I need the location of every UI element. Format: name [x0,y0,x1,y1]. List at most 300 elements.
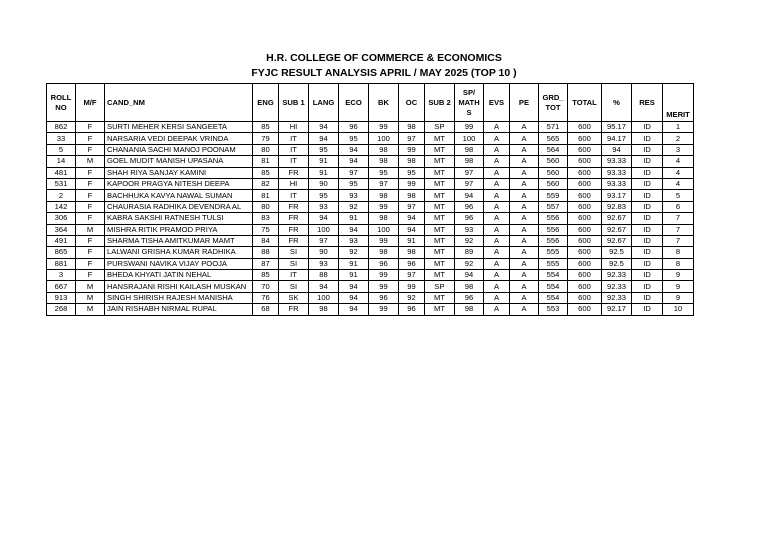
cell-sub1: SI [279,258,309,269]
header-gender: M/F [76,84,105,122]
cell-total: 600 [568,292,602,303]
header-row [47,84,694,122]
table-row [47,190,694,201]
cell-roll-no: 306 [47,213,76,224]
cell-sp-maths: 96 [455,213,484,224]
cell-eng: 80 [253,144,279,155]
cell-bk: 99 [369,270,399,281]
cell-sub2: MT [425,144,455,155]
table-row [47,201,694,212]
cell-total: 600 [568,178,602,189]
cell-eng: 87 [253,258,279,269]
cell-evs: A [484,258,510,269]
cell-merit: 3 [663,144,694,155]
cell-candidate-name: SHAH RIYA SANJAY KAMINI [105,167,253,178]
table-row [47,292,694,303]
cell-merit: 9 [663,281,694,292]
cell-roll-no: 2 [47,190,76,201]
cell-pe: A [510,156,539,167]
cell-oc: 98 [399,156,425,167]
table-row [47,213,694,224]
cell-sp-maths: 98 [455,144,484,155]
cell-candidate-name: MISHRA RITIK PRAMOD PRIYA [105,224,253,235]
cell-sp-maths: 99 [455,122,484,133]
cell-bk: 97 [369,178,399,189]
cell-result: ID [632,258,663,269]
cell-roll-no: 142 [47,201,76,212]
cell-oc: 97 [399,201,425,212]
cell-result: ID [632,213,663,224]
cell-gender: F [76,201,105,212]
cell-sp-maths: 94 [455,190,484,201]
cell-oc: 96 [399,304,425,315]
cell-gender: M [76,281,105,292]
cell-lang: 94 [309,133,339,144]
cell-bk: 98 [369,247,399,258]
cell-lang: 91 [309,167,339,178]
cell-candidate-name: KAPOOR PRAGYA NITESH DEEPA [105,178,253,189]
cell-gender: F [76,167,105,178]
report-title: FYJC RESULT ANALYSIS APRIL / MAY 2025 (TOP 10 ) [251,67,517,79]
cell-evs: A [484,224,510,235]
cell-sub2: MT [425,190,455,201]
table-row [47,122,694,133]
cell-percent: 93.33 [602,167,632,178]
cell-evs: A [484,178,510,189]
cell-result: ID [632,304,663,315]
cell-bk: 99 [369,304,399,315]
cell-candidate-name: HANSRAJANI RISHI KAILASH MUSKAN [105,281,253,292]
cell-eng: 83 [253,213,279,224]
cell-oc: 97 [399,133,425,144]
cell-result: ID [632,270,663,281]
cell-eco: 94 [339,224,369,235]
cell-sub2: MT [425,178,455,189]
cell-pe: A [510,224,539,235]
cell-evs: A [484,281,510,292]
cell-result: ID [632,224,663,235]
cell-merit: 1 [663,122,694,133]
cell-eco: 94 [339,281,369,292]
cell-percent: 92.67 [602,213,632,224]
cell-grd-tot: 556 [539,224,568,235]
cell-candidate-name: BHEDA KHYATI JATIN NEHAL [105,270,253,281]
cell-eco: 92 [339,201,369,212]
cell-percent: 92.17 [602,304,632,315]
cell-lang: 91 [309,156,339,167]
cell-pe: A [510,167,539,178]
cell-total: 600 [568,144,602,155]
cell-percent: 94 [602,144,632,155]
cell-eco: 94 [339,156,369,167]
cell-lang: 97 [309,235,339,246]
cell-eng: 79 [253,133,279,144]
cell-sub1: FR [279,213,309,224]
table-row [47,247,694,258]
cell-total: 600 [568,281,602,292]
cell-sp-maths: 92 [455,258,484,269]
cell-grd-tot: 559 [539,190,568,201]
cell-sub1: FR [279,224,309,235]
table-row [47,156,694,167]
cell-gender: F [76,122,105,133]
cell-percent: 92.67 [602,224,632,235]
cell-roll-no: 268 [47,304,76,315]
cell-evs: A [484,247,510,258]
cell-percent: 92.33 [602,281,632,292]
cell-total: 600 [568,122,602,133]
cell-grd-tot: 564 [539,144,568,155]
cell-bk: 100 [369,133,399,144]
cell-bk: 100 [369,224,399,235]
cell-eng: 85 [253,167,279,178]
table-row [47,304,694,315]
cell-oc: 97 [399,270,425,281]
table-row [47,167,694,178]
cell-grd-tot: 556 [539,235,568,246]
cell-gender: F [76,133,105,144]
table-row [47,224,694,235]
cell-evs: A [484,213,510,224]
cell-pe: A [510,201,539,212]
cell-evs: A [484,156,510,167]
cell-total: 600 [568,258,602,269]
cell-merit: 7 [663,235,694,246]
cell-grd-tot: 565 [539,133,568,144]
cell-grd-tot: 555 [539,258,568,269]
header-evs: EVS [484,84,510,122]
cell-oc: 92 [399,292,425,303]
cell-gender: F [76,247,105,258]
cell-eco: 95 [339,133,369,144]
header-result: RES [632,84,663,122]
cell-percent: 95.17 [602,122,632,133]
cell-gender: M [76,304,105,315]
cell-eng: 85 [253,270,279,281]
cell-sub2: MT [425,213,455,224]
cell-eng: 81 [253,190,279,201]
cell-pe: A [510,144,539,155]
cell-sub1: FR [279,304,309,315]
cell-lang: 88 [309,270,339,281]
cell-oc: 95 [399,167,425,178]
cell-percent: 92.33 [602,270,632,281]
cell-eng: 76 [253,292,279,303]
cell-eco: 92 [339,247,369,258]
cell-pe: A [510,292,539,303]
cell-grd-tot: 555 [539,247,568,258]
cell-candidate-name: CHAURASIA RADHIKA DEVENDRA AL [105,201,253,212]
table-row [47,133,694,144]
cell-lang: 90 [309,178,339,189]
cell-pe: A [510,235,539,246]
cell-evs: A [484,144,510,155]
cell-pe: A [510,304,539,315]
cell-sp-maths: 96 [455,201,484,212]
cell-roll-no: 491 [47,235,76,246]
cell-result: ID [632,292,663,303]
cell-eng: 81 [253,156,279,167]
table-row [47,178,694,189]
cell-lang: 93 [309,258,339,269]
cell-sub2: MT [425,258,455,269]
cell-total: 600 [568,247,602,258]
cell-sub1: HI [279,122,309,133]
cell-sub2: MT [425,304,455,315]
cell-gender: F [76,190,105,201]
cell-candidate-name: SHARMA TISHA AMITKUMAR MAMT [105,235,253,246]
cell-pe: A [510,178,539,189]
cell-candidate-name: LALWANI GRISHA KUMAR RADHIKA [105,247,253,258]
cell-grd-tot: 557 [539,201,568,212]
cell-sub2: SP [425,281,455,292]
cell-result: ID [632,156,663,167]
cell-percent: 93.33 [602,178,632,189]
cell-roll-no: 3 [47,270,76,281]
cell-sp-maths: 98 [455,304,484,315]
cell-evs: A [484,190,510,201]
cell-eco: 91 [339,213,369,224]
header-sp-maths: SP/ MATH S [455,84,484,122]
header-oc: OC [399,84,425,122]
cell-sp-maths: 94 [455,270,484,281]
cell-candidate-name: SURTI MEHER KERSI SANGEETA [105,122,253,133]
cell-total: 600 [568,235,602,246]
header-percent: % [602,84,632,122]
cell-sub1: IT [279,144,309,155]
cell-roll-no: 481 [47,167,76,178]
cell-candidate-name: BACHHUKA KAVYA NAWAL SUMAN [105,190,253,201]
cell-eco: 96 [339,122,369,133]
cell-merit: 7 [663,213,694,224]
cell-oc: 96 [399,258,425,269]
header-pe: PE [510,84,539,122]
cell-lang: 94 [309,281,339,292]
cell-evs: A [484,167,510,178]
cell-bk: 99 [369,235,399,246]
cell-pe: A [510,122,539,133]
cell-grd-tot: 571 [539,122,568,133]
table-row [47,270,694,281]
cell-merit: 4 [663,167,694,178]
cell-gender: M [76,292,105,303]
cell-eng: 84 [253,235,279,246]
cell-sub1: FR [279,201,309,212]
header-eco: ECO [339,84,369,122]
cell-evs: A [484,304,510,315]
cell-roll-no: 881 [47,258,76,269]
cell-oc: 99 [399,144,425,155]
cell-merit: 9 [663,270,694,281]
cell-result: ID [632,247,663,258]
table-row [47,258,694,269]
header-lang: LANG [309,84,339,122]
cell-roll-no: 531 [47,178,76,189]
cell-bk: 99 [369,281,399,292]
cell-total: 600 [568,213,602,224]
cell-sp-maths: 97 [455,167,484,178]
cell-roll-no: 862 [47,122,76,133]
cell-gender: F [76,178,105,189]
cell-evs: A [484,133,510,144]
cell-eco: 91 [339,270,369,281]
cell-sub2: MT [425,133,455,144]
cell-lang: 90 [309,247,339,258]
cell-sp-maths: 98 [455,156,484,167]
cell-roll-no: 913 [47,292,76,303]
cell-sub1: IT [279,156,309,167]
cell-oc: 94 [399,213,425,224]
cell-eng: 88 [253,247,279,258]
cell-candidate-name: PURSWANI NAVIKA VIJAY POOJA [105,258,253,269]
cell-eco: 91 [339,258,369,269]
cell-lang: 94 [309,213,339,224]
cell-merit: 6 [663,201,694,212]
cell-pe: A [510,133,539,144]
cell-result: ID [632,133,663,144]
cell-eng: 68 [253,304,279,315]
cell-bk: 98 [369,213,399,224]
cell-pe: A [510,281,539,292]
cell-eng: 70 [253,281,279,292]
cell-roll-no: 667 [47,281,76,292]
table-row [47,281,694,292]
cell-gender: F [76,144,105,155]
cell-result: ID [632,122,663,133]
cell-sp-maths: 100 [455,133,484,144]
cell-lang: 98 [309,304,339,315]
cell-percent: 92.5 [602,258,632,269]
cell-percent: 93.17 [602,190,632,201]
cell-oc: 99 [399,178,425,189]
cell-total: 600 [568,201,602,212]
cell-sub1: IT [279,190,309,201]
cell-evs: A [484,235,510,246]
header-bk: BK [369,84,399,122]
header-total: TOTAL [568,84,602,122]
cell-merit: 8 [663,247,694,258]
cell-lang: 94 [309,122,339,133]
cell-candidate-name: JAIN RISHABH NIRMAL RUPAL [105,304,253,315]
cell-percent: 92.5 [602,247,632,258]
cell-roll-no: 14 [47,156,76,167]
cell-lang: 95 [309,144,339,155]
cell-sub1: IT [279,270,309,281]
cell-candidate-name: CHANANIA SACHI MANOJ POONAM [105,144,253,155]
cell-oc: 98 [399,190,425,201]
cell-total: 600 [568,167,602,178]
cell-eng: 75 [253,224,279,235]
cell-sp-maths: 89 [455,247,484,258]
results-table [46,83,694,316]
cell-sp-maths: 92 [455,235,484,246]
cell-roll-no: 33 [47,133,76,144]
cell-sub2: MT [425,270,455,281]
cell-lang: 100 [309,224,339,235]
cell-candidate-name: KABRA SAKSHI RATNESH TULSI [105,213,253,224]
cell-gender: F [76,270,105,281]
cell-roll-no: 364 [47,224,76,235]
cell-bk: 99 [369,201,399,212]
cell-merit: 4 [663,178,694,189]
cell-eco: 94 [339,144,369,155]
cell-eng: 85 [253,122,279,133]
cell-candidate-name: NARSARIA VEDI DEEPAK VRINDA [105,133,253,144]
cell-oc: 98 [399,122,425,133]
cell-lang: 100 [309,292,339,303]
cell-result: ID [632,201,663,212]
cell-eco: 94 [339,304,369,315]
cell-oc: 94 [399,224,425,235]
cell-eng: 82 [253,178,279,189]
cell-result: ID [632,178,663,189]
cell-bk: 96 [369,292,399,303]
cell-evs: A [484,292,510,303]
cell-bk: 98 [369,144,399,155]
cell-sp-maths: 96 [455,292,484,303]
table-row [47,235,694,246]
cell-percent: 94.17 [602,133,632,144]
cell-sp-maths: 98 [455,281,484,292]
cell-bk: 98 [369,190,399,201]
cell-eco: 97 [339,167,369,178]
header-sub1: SUB 1 [279,84,309,122]
cell-eng: 80 [253,201,279,212]
cell-grd-tot: 560 [539,178,568,189]
cell-lang: 93 [309,201,339,212]
cell-grd-tot: 554 [539,281,568,292]
cell-gender: F [76,258,105,269]
cell-gender: M [76,156,105,167]
cell-roll-no: 5 [47,144,76,155]
cell-result: ID [632,235,663,246]
cell-percent: 92.67 [602,235,632,246]
cell-sub1: SI [279,247,309,258]
cell-eco: 94 [339,292,369,303]
cell-grd-tot: 556 [539,213,568,224]
cell-merit: 4 [663,156,694,167]
cell-grd-tot: 554 [539,292,568,303]
cell-grd-tot: 553 [539,304,568,315]
cell-lang: 95 [309,190,339,201]
cell-sub1: SK [279,292,309,303]
header-merit: MERIT [663,84,694,122]
cell-sub2: MT [425,235,455,246]
cell-total: 600 [568,304,602,315]
cell-sub2: MT [425,201,455,212]
cell-result: ID [632,144,663,155]
cell-evs: A [484,270,510,281]
cell-sub2: SP [425,122,455,133]
cell-result: ID [632,190,663,201]
cell-result: ID [632,167,663,178]
header-candidate-name: CAND_NM [105,84,253,122]
cell-percent: 92.33 [602,292,632,303]
cell-candidate-name: SINGH SHIRISH RAJESH MANISHA [105,292,253,303]
cell-bk: 96 [369,258,399,269]
cell-oc: 91 [399,235,425,246]
cell-result: ID [632,281,663,292]
cell-merit: 9 [663,292,694,303]
cell-sub1: HI [279,178,309,189]
cell-gender: F [76,213,105,224]
cell-grd-tot: 554 [539,270,568,281]
cell-roll-no: 865 [47,247,76,258]
header-eng: ENG [253,84,279,122]
cell-oc: 99 [399,281,425,292]
cell-grd-tot: 560 [539,156,568,167]
cell-oc: 98 [399,247,425,258]
